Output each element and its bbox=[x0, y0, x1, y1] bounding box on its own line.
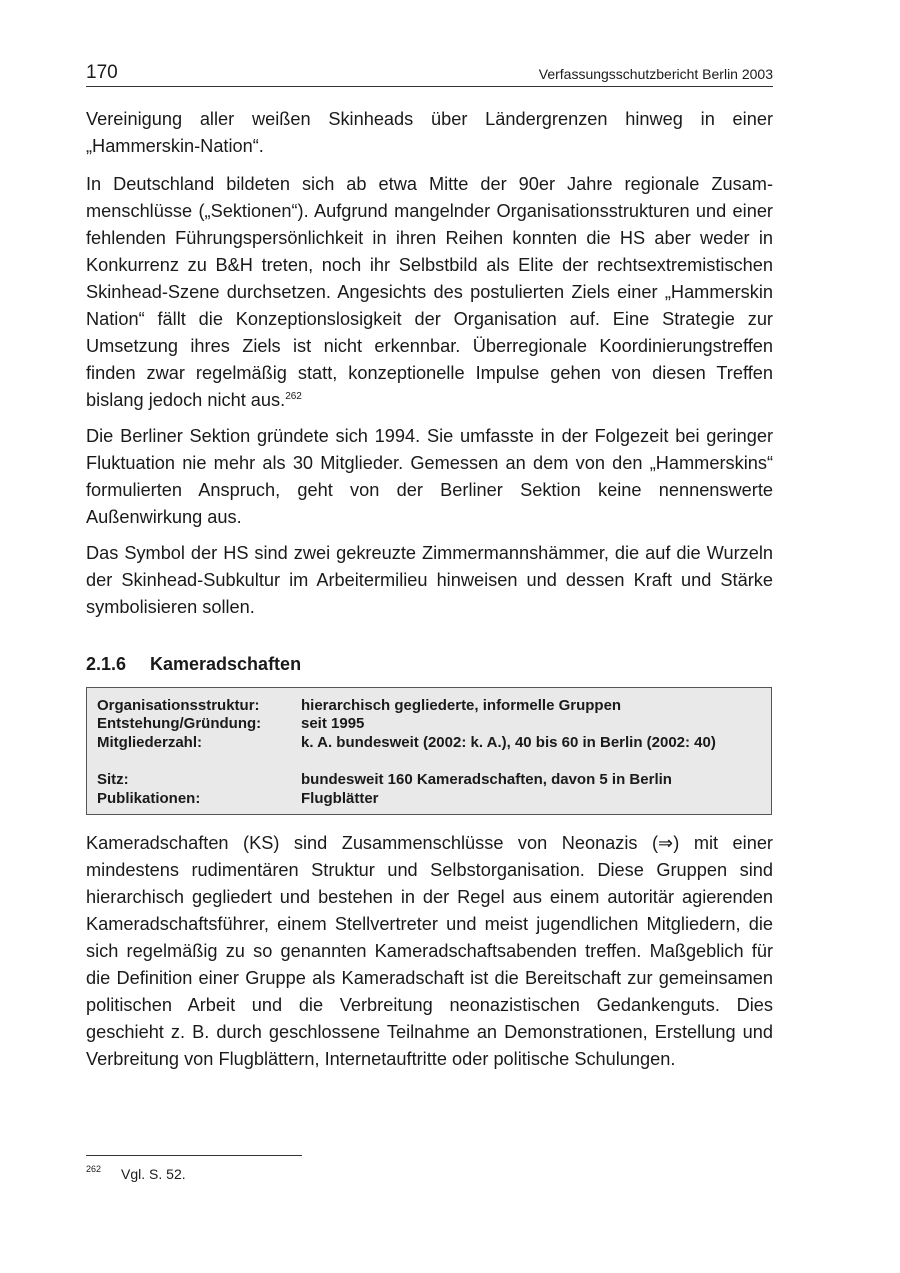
paragraph-2-text: In Deutschland bildeten sich ab etwa Mitte der 90er Jahre regionale Zusammenschlüsse („Sektionen“). Aufgrund mangelnder Organisationsstrukturen und einer fehlenden Führungspersönlichkeit in ihren Reihen konnten die HS aber weder in Konkurrenz zu B&H treten, noch ihr Selbstbild als Elite der rechtsextremistischen Skinhead-Szene durchsetzen. Angesichts des postulierten Ziels einer „Hammerskin Nation“ fällt die Konzeptionslosigkeit der Organisation auf. Eine Strategie zur Umsetzung ihres Ziels ist nicht erkennbar. Überregionale Koordinierungstreffen finden zwar regelmäßig statt, konzeptionelle Impulse gehen von diesen Treffen bislang jedoch nicht aus. bbox=[86, 174, 773, 410]
footnote-number: 262 bbox=[86, 1164, 102, 1174]
info-value: seit 1995 bbox=[301, 715, 365, 732]
section-heading bbox=[86, 654, 301, 675]
footnote-reference: 262 bbox=[285, 391, 302, 402]
info-value: bundesweit 160 Kameradschaften, davon 5 in Berlin bbox=[301, 771, 672, 788]
running-title: Verfassungsschutzbericht Berlin 2003 bbox=[538, 66, 773, 82]
footnote bbox=[86, 1166, 186, 1182]
info-key: Organisationsstruktur: bbox=[97, 697, 260, 714]
info-key: Entstehung/Gründung: bbox=[97, 715, 262, 732]
page-number: 170 bbox=[86, 62, 118, 83]
section-number: 2.1.6 bbox=[86, 654, 127, 674]
paragraph-4: Das Symbol der HS sind zwei gekreuzte Zimmermannshämmer, die auf die Wurzeln der Skinhead-Subkultur im Arbeitermilieu hinweisen und dessen Kraft und Stärke symbolisieren sollen. bbox=[86, 543, 773, 617]
info-key: Sitz: bbox=[97, 771, 129, 788]
info-box bbox=[86, 687, 772, 815]
section-title: Kameradschaften bbox=[150, 654, 302, 674]
paragraph-3: Die Berliner Sektion gründete sich 1994. Sie umfasste in der Folgezeit bei geringer Fluktuation nie mehr als 30 Mitglieder. Gemessen an dem von den „Hammerskins“ formulierten Anspruch, geht von der Berliner Sektion keine nennenswerte Außenwirkung aus. bbox=[86, 426, 773, 527]
info-key: Mitgliederzahl: bbox=[97, 734, 203, 751]
paragraph-5: Kameradschaften (KS) sind Zusammenschlüsse von Neonazis (⇒) mit einer mindestens rudimentären Struktur und Selbstorganisation. Diese Gruppen sind hierarchisch gegliedert und bestehen in der Regel aus einem autoritär agierenden Kameradschaftsführer, einem Stellvertreter und meist jugendlichen Mitgliedern, die sich regelmäßig zu so genannten Kameradschaftsabenden treffen. Maßgeblich für die Definition einer Gruppe als Kameradschaft ist die Bereitschaft zur gemeinsamen politischen Arbeit und die Verbreitung neonazistischen Gedankenguts. Dies geschieht z. B. durch geschlossene Teilnahme an Demonstrationen, Erstellung und Verbreitung von Flugblättern, Internetauftritte oder politische Schulungen. bbox=[86, 833, 773, 1069]
info-value: Flugblätter bbox=[301, 790, 379, 807]
info-key: Publikationen: bbox=[97, 790, 201, 807]
paragraph-1: Vereinigung aller weißen Skinheads über Ländergrenzen hinweg in einer „Hammerskin-Nation“. bbox=[86, 109, 773, 156]
page-header bbox=[86, 62, 773, 87]
paragraph-2 bbox=[86, 171, 773, 414]
info-value: k. A. bundesweit (2002: k. A.), 40 bis 60 in Berlin (2002: 40) bbox=[301, 734, 716, 751]
footnote-text: Vgl. S. 52. bbox=[121, 1166, 186, 1182]
footnote-divider bbox=[86, 1155, 302, 1156]
info-value: hierarchisch gegliederte, informelle Gruppen bbox=[301, 697, 622, 714]
